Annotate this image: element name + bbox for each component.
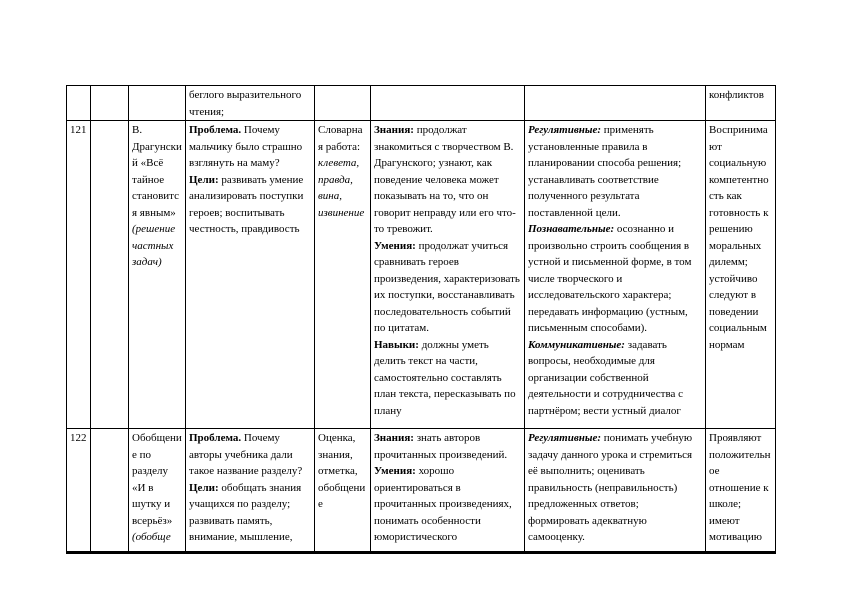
vocabulary-label: Словарная работа:: [318, 124, 363, 153]
vocabulary-cell: Оценка, знания, отметка, обобщение: [315, 429, 371, 551]
topic-cell: [129, 121, 186, 429]
carryover-uud-cell: [525, 86, 706, 121]
problem-label: Проблема.: [189, 432, 242, 444]
skills-text: хорошо ориентироваться в прочитанных произведениях, понимать особенности юмористического: [374, 465, 512, 543]
regulative-label: Регулятивные:: [528, 432, 602, 444]
problem-text: Почему мальчику было страшно взглянуть на маму?: [189, 124, 303, 169]
vocabulary-cell: [315, 121, 371, 429]
carryover-date-cell: [91, 86, 129, 121]
cognitive-text: осознанно и произвольно строить сообщения в устной и письменной форме, в том числе творческого и исследовательского характера; передавать информацию (устным, письменным способами).: [528, 223, 692, 334]
carryover-vocab-cell: [315, 86, 371, 121]
regulative-text: понимать учебную задачу данного урока и стремиться её выполнить; оценивать правильность (неправильность) предложенных ответов; формировать адекватную самооценку.: [528, 432, 693, 543]
uud-cell: [525, 121, 706, 429]
vocabulary-words: клевета, правда, вина, извинение: [318, 157, 365, 219]
date-cell: [91, 121, 129, 429]
personal-results-cell: Воспринимают социальную компетентность как готовность к решению моральных дилемм; устойчиво следуют в поведении социальным нормам: [706, 121, 776, 429]
skills-text: продолжат учиться сравнивать героев произведения, характеризовать их поступки, восстанавливать последовательность событий по цитатам.: [374, 239, 520, 334]
uud-cell: [525, 429, 706, 551]
habits-label: Навыки:: [374, 338, 419, 351]
goals-text: развивать умение анализировать поступки героев; воспитывать честность, правдивость: [189, 173, 304, 235]
carryover-topic-cell: [129, 86, 186, 121]
problem-text: Почему авторы учебника дали такое название разделу?: [189, 432, 303, 477]
topic-title: В. Драгунский «Всё тайное становится явным»: [132, 124, 182, 219]
regulative-label: Регулятивные:: [528, 124, 602, 136]
goals-label: Цели:: [189, 173, 219, 186]
regulative-text: применять установленные правила в планировании способа решения; устанавливать соответствие полученного результата поставленной цели.: [528, 124, 682, 219]
carryover-goals-cell: беглого выразительного чтения;: [186, 86, 315, 121]
date-cell: [91, 429, 129, 551]
skills-label: Умения:: [374, 465, 416, 477]
outcomes-cell: [371, 121, 525, 429]
topic-cell: [129, 429, 186, 551]
knowledge-label: Знания:: [374, 432, 414, 444]
carryover-number-cell: [67, 86, 91, 121]
personal-results-cell: Проявляют положительное отношение к школе; имеют мотивацию: [706, 429, 776, 551]
topic-stage: (обобще: [132, 531, 171, 543]
carryover-outcomes-cell: [371, 86, 525, 121]
communicative-label: Коммуникативные:: [528, 338, 625, 351]
carryover-personal-cell: конфликтов: [706, 86, 776, 121]
knowledge-text: продолжат знакомиться с творчеством В. Драгунского; узнают, как поведение человека может показывать на то, что он говорит неправду или его что-то тревожит.: [374, 124, 516, 235]
topic-title: Обобщение по разделу «И в шутку и всерьёз»: [132, 432, 182, 527]
topic-stage: (решение частных задач): [132, 223, 176, 268]
lesson-plan-table: [66, 85, 776, 554]
knowledge-text: знать авторов прочитанных произведений.: [374, 432, 508, 461]
goals-label: Цели:: [189, 481, 219, 494]
knowledge-label: Знания:: [374, 124, 414, 136]
problem-goals-cell: [186, 429, 315, 551]
cognitive-label: Познавательные:: [528, 223, 615, 235]
communicative-text: задавать вопросы, необходимые для организации собственной деятельности и сотрудничества с партнёром; вести устный диалог: [528, 338, 684, 417]
lesson-number: 122: [67, 429, 91, 551]
problem-label: Проблема.: [189, 124, 242, 136]
lesson-number: 121: [67, 121, 91, 429]
problem-goals-cell: [186, 121, 315, 429]
goals-text: обобщать знания учащихся по разделу; развивать память, внимание, мышление,: [189, 481, 302, 543]
outcomes-cell: [371, 429, 525, 551]
skills-label: Умения:: [374, 239, 416, 252]
habits-text: должны уметь делить текст на части, самостоятельно составлять план текста, пересказывать по плану: [374, 338, 516, 417]
